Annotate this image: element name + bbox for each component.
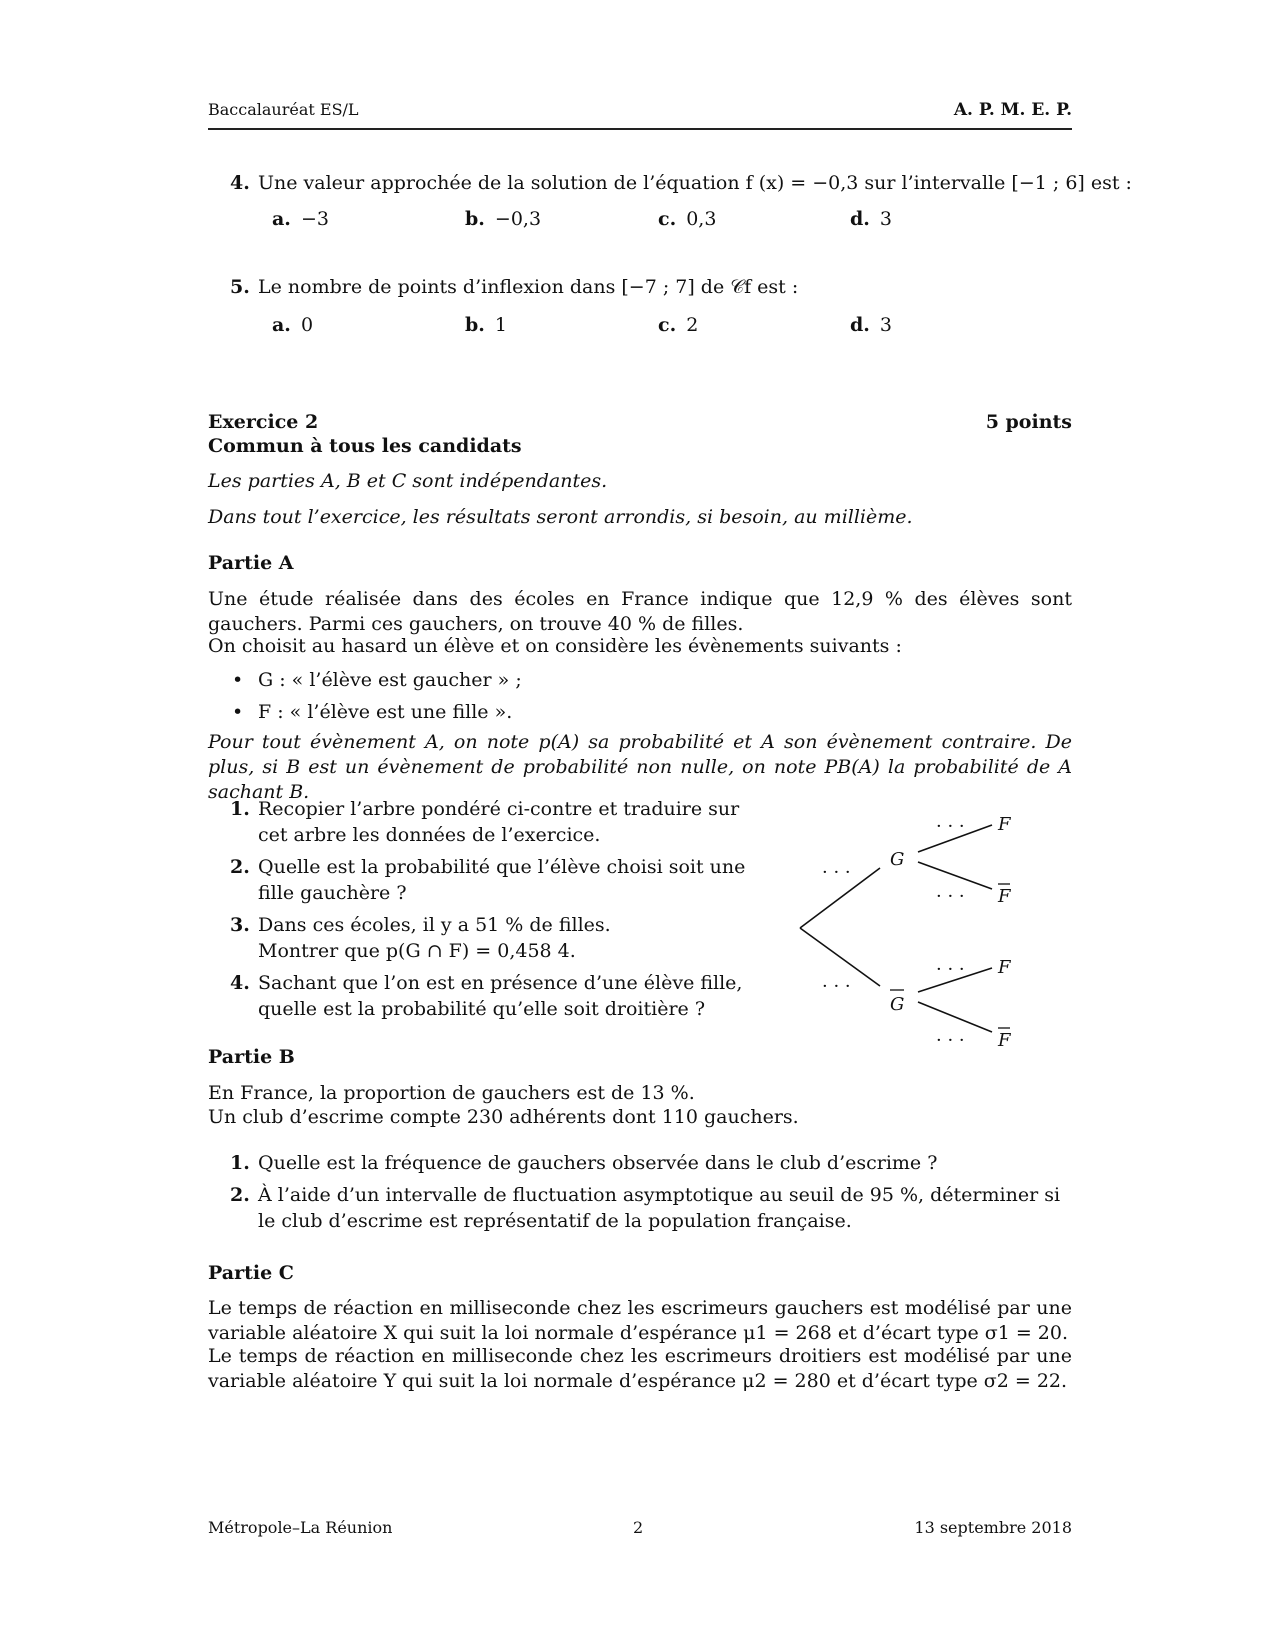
part-b-paragraph-2: Un club d’escrime compte 230 adhérents dont 110 gauchers. xyxy=(208,1106,799,1128)
exercise-title: Exercice 2 xyxy=(208,411,319,433)
tree-node-g-bar: G xyxy=(890,994,905,1015)
question-4-options xyxy=(272,208,972,234)
tree-dots: · · · xyxy=(822,976,851,997)
footer-left: Métropole–La Réunion xyxy=(208,1518,393,1537)
option-b: b. −0,3 xyxy=(465,208,542,230)
probability-tree xyxy=(780,780,1080,1070)
tree-dots: · · · xyxy=(936,959,965,980)
question-5-options xyxy=(272,314,972,340)
page-header xyxy=(208,100,1072,130)
notation-note: Pour tout évènement A, on note p(A) sa probabilité et A son évènement contraire. De plus, si B est un évènement de probabilité non nulle, on note PB(A) la probabilité de A sachant B. xyxy=(208,731,1072,803)
exercise-intro-2: Dans tout l’exercice, les résultats seront arrondis, si besoin, au millième. xyxy=(208,506,913,528)
question-3-formula: Montrer que p(G ∩ F) = 0,458 4. xyxy=(258,940,576,962)
option-c: c. 2 xyxy=(658,314,699,336)
tree-leaf-f-bar: F xyxy=(998,1030,1011,1051)
question-number: 5. xyxy=(230,276,250,298)
tree-dots: · · · xyxy=(936,816,965,837)
option-d: d. 3 xyxy=(850,314,892,336)
tree-leaf-f-bar: F xyxy=(998,886,1011,907)
part-b-paragraph-1: En France, la proportion de gauchers est de 13 %. xyxy=(208,1082,695,1104)
option-d: d. 3 xyxy=(850,208,892,230)
part-a-paragraph-1: Une étude réalisée dans des écoles en France indique que 12,9 % des élèves sont gauchers. Parmi ces gauchers, on trouve 40 % de filles. xyxy=(208,588,1072,635)
part-a-title: Partie A xyxy=(208,552,294,574)
question-4 xyxy=(230,170,1132,196)
part-b-questions xyxy=(230,1150,1072,1240)
part-a-questions xyxy=(230,796,750,1028)
question-number: 4. xyxy=(230,172,250,194)
part-a-question-2: 2. Quelle est la probabilité que l’élève choisi soit une fille gauchère ? xyxy=(230,856,746,904)
tree-node-g: G xyxy=(890,849,905,870)
tree-dots: · · · xyxy=(822,862,851,883)
option-a: a. 0 xyxy=(272,314,314,336)
event-list xyxy=(230,667,522,725)
option-a: a. −3 xyxy=(272,208,329,230)
part-c-title: Partie C xyxy=(208,1262,294,1284)
header-left: Baccalauréat ES/L xyxy=(208,100,359,119)
option-c: c. 0,3 xyxy=(658,208,717,230)
exercise-subtitle: Commun à tous les candidats xyxy=(208,435,522,457)
part-b-question-1: 1. Quelle est la fréquence de gauchers observée dans le club d’escrime ? xyxy=(230,1152,938,1174)
event-f: • F : « l’élève est une fille ». xyxy=(230,699,522,725)
part-a-question-3: 3. Dans ces écoles, il y a 51 % de filles. Montrer que p(G ∩ F) = 0,458 4. xyxy=(230,914,611,962)
part-b-question-2: 2. À l’aide d’un intervalle de fluctuation asymptotique au seuil de 95 %, déterminer si le club d’escrime est représentatif de la population française. xyxy=(230,1184,1061,1232)
part-c-paragraph-1: Le temps de réaction en milliseconde chez les escrimeurs gauchers est modélisé par une variable aléatoire X qui suit la loi normale d’espérance μ1 = 268 et d’écart type σ1 = 20. xyxy=(208,1297,1072,1344)
header-right: A. P. M. E. P. xyxy=(953,100,1072,120)
tree-dots: · · · xyxy=(936,1030,965,1051)
part-b-title: Partie B xyxy=(208,1046,295,1068)
part-a-question-1: 1. Recopier l’arbre pondéré ci-contre et traduire sur cet arbre les données de l’exercice. xyxy=(230,798,740,846)
footer-right: 13 septembre 2018 xyxy=(914,1518,1072,1537)
part-c-paragraph-2: Le temps de réaction en milliseconde chez les escrimeurs droitiers est modélisé par une variable aléatoire Y qui suit la loi normale d’espérance μ2 = 280 et d’écart type σ2 = 22. xyxy=(208,1345,1072,1392)
exercise-intro-1: Les parties A, B et C sont indépendantes. xyxy=(208,470,608,492)
tree-dots: · · · xyxy=(936,886,965,907)
part-a-paragraph-2: On choisit au hasard un élève et on considère les évènements suivants : xyxy=(208,635,902,657)
exercise-points: 5 points xyxy=(985,411,1072,433)
tree-leaf-f: F xyxy=(998,814,1011,835)
option-b: b. 1 xyxy=(465,314,507,336)
page-number: 2 xyxy=(633,1518,644,1537)
tree-leaf-f: F xyxy=(998,957,1011,978)
question-5 xyxy=(230,274,798,300)
question-text: Une valeur approchée de la solution de l’équation f (x) = −0,3 sur l’intervalle [−1 ; 6] est : xyxy=(258,172,1132,194)
event-g: • G : « l’élève est gaucher » ; xyxy=(230,667,522,693)
question-text: Le nombre de points d’inflexion dans [−7 ; 7] de 𝒞f est : xyxy=(258,276,799,298)
part-a-question-4: 4. Sachant que l’on est en présence d’une élève fille, quelle est la probabilité qu’elle soit droitière ? xyxy=(230,972,743,1020)
